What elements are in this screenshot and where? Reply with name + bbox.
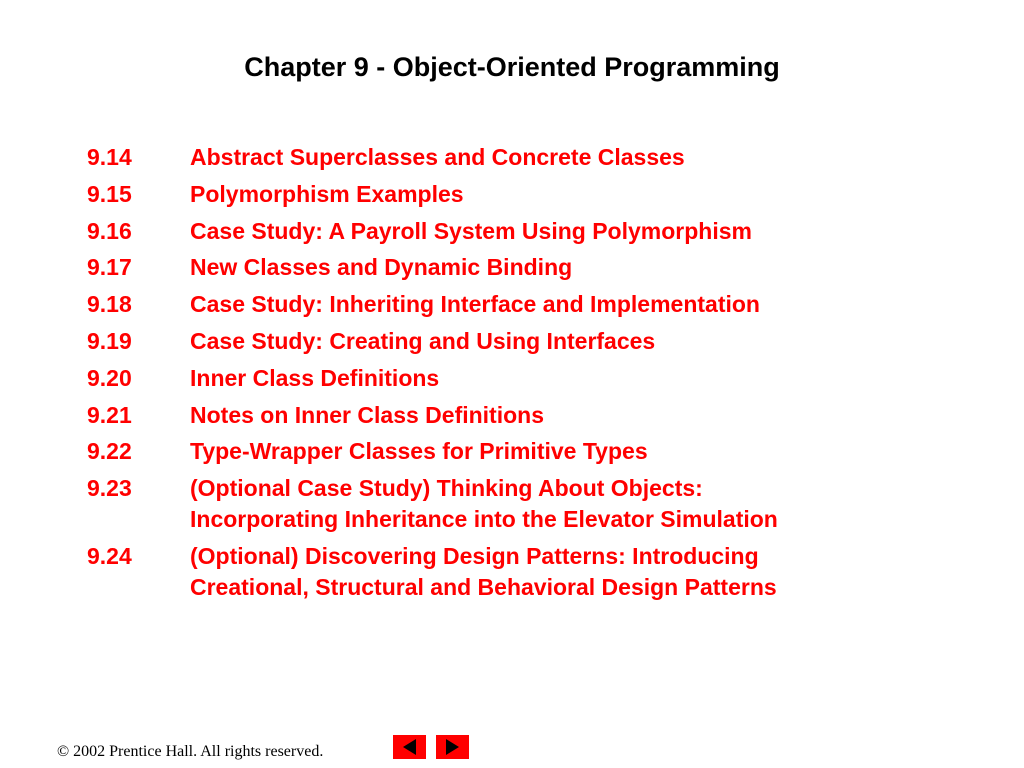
toc-item (87, 473, 778, 535)
toc-section-number: 9.18 (87, 291, 132, 318)
toc-section-title: Abstract Superclasses and Concrete Classes (190, 144, 685, 170)
toc-section-title: (Optional) Discovering Design Patterns: Introducing Creational, Structural and Behavioral Design Patterns (190, 542, 777, 600)
toc-section-number: 9.23 (87, 475, 132, 502)
toc-section-number: 9.22 (87, 438, 132, 465)
toc-section-number: 9.16 (87, 217, 132, 244)
toc-section-number: 9.19 (87, 327, 132, 354)
toc-section-number: 9.14 (87, 144, 132, 170)
toc-section-title: New Classes and Dynamic Binding (190, 254, 573, 281)
toc-item (87, 400, 778, 431)
toc-section-title: Inner Class Definitions (190, 364, 440, 391)
toc-item (87, 363, 778, 394)
right-arrow-icon (436, 735, 469, 759)
toc-section-number: 9.21 (87, 401, 132, 428)
toc-section-title: Case Study: Inheriting Interface and Implementation (190, 291, 760, 318)
toc-item (87, 142, 778, 173)
toc-item (87, 252, 778, 283)
toc-section-title: Case Study: Creating and Using Interfaces (190, 327, 656, 354)
toc-item (87, 326, 778, 357)
table-of-contents (87, 142, 778, 609)
toc-section-number: 9.17 (87, 254, 132, 281)
toc-item (87, 289, 778, 320)
toc-section-title: (Optional Case Study) Thinking About Objects: Incorporating Inheritance into the Elevator Simulation (190, 475, 778, 533)
previous-slide-button[interactable] (393, 735, 426, 759)
toc-section-title: Notes on Inner Class Definitions (190, 401, 544, 428)
toc-section-title: Case Study: A Payroll System Using Polymorphism (190, 217, 752, 244)
copyright-footer: © 2002 Prentice Hall. All rights reserved. (57, 743, 324, 760)
toc-section-title: Polymorphism Examples (190, 180, 464, 207)
left-arrow-icon (393, 735, 426, 759)
toc-item (87, 216, 778, 247)
toc-item (87, 541, 778, 603)
toc-section-title: Type-Wrapper Classes for Primitive Types (190, 438, 648, 465)
toc-item (87, 436, 778, 467)
toc-item (87, 179, 778, 210)
toc-section-number: 9.24 (87, 542, 132, 569)
next-slide-button[interactable] (436, 735, 469, 759)
toc-section-number: 9.15 (87, 180, 132, 207)
toc-section-number: 9.20 (87, 364, 132, 391)
slide-title: Chapter 9 - Object-Oriented Programming (244, 52, 780, 82)
